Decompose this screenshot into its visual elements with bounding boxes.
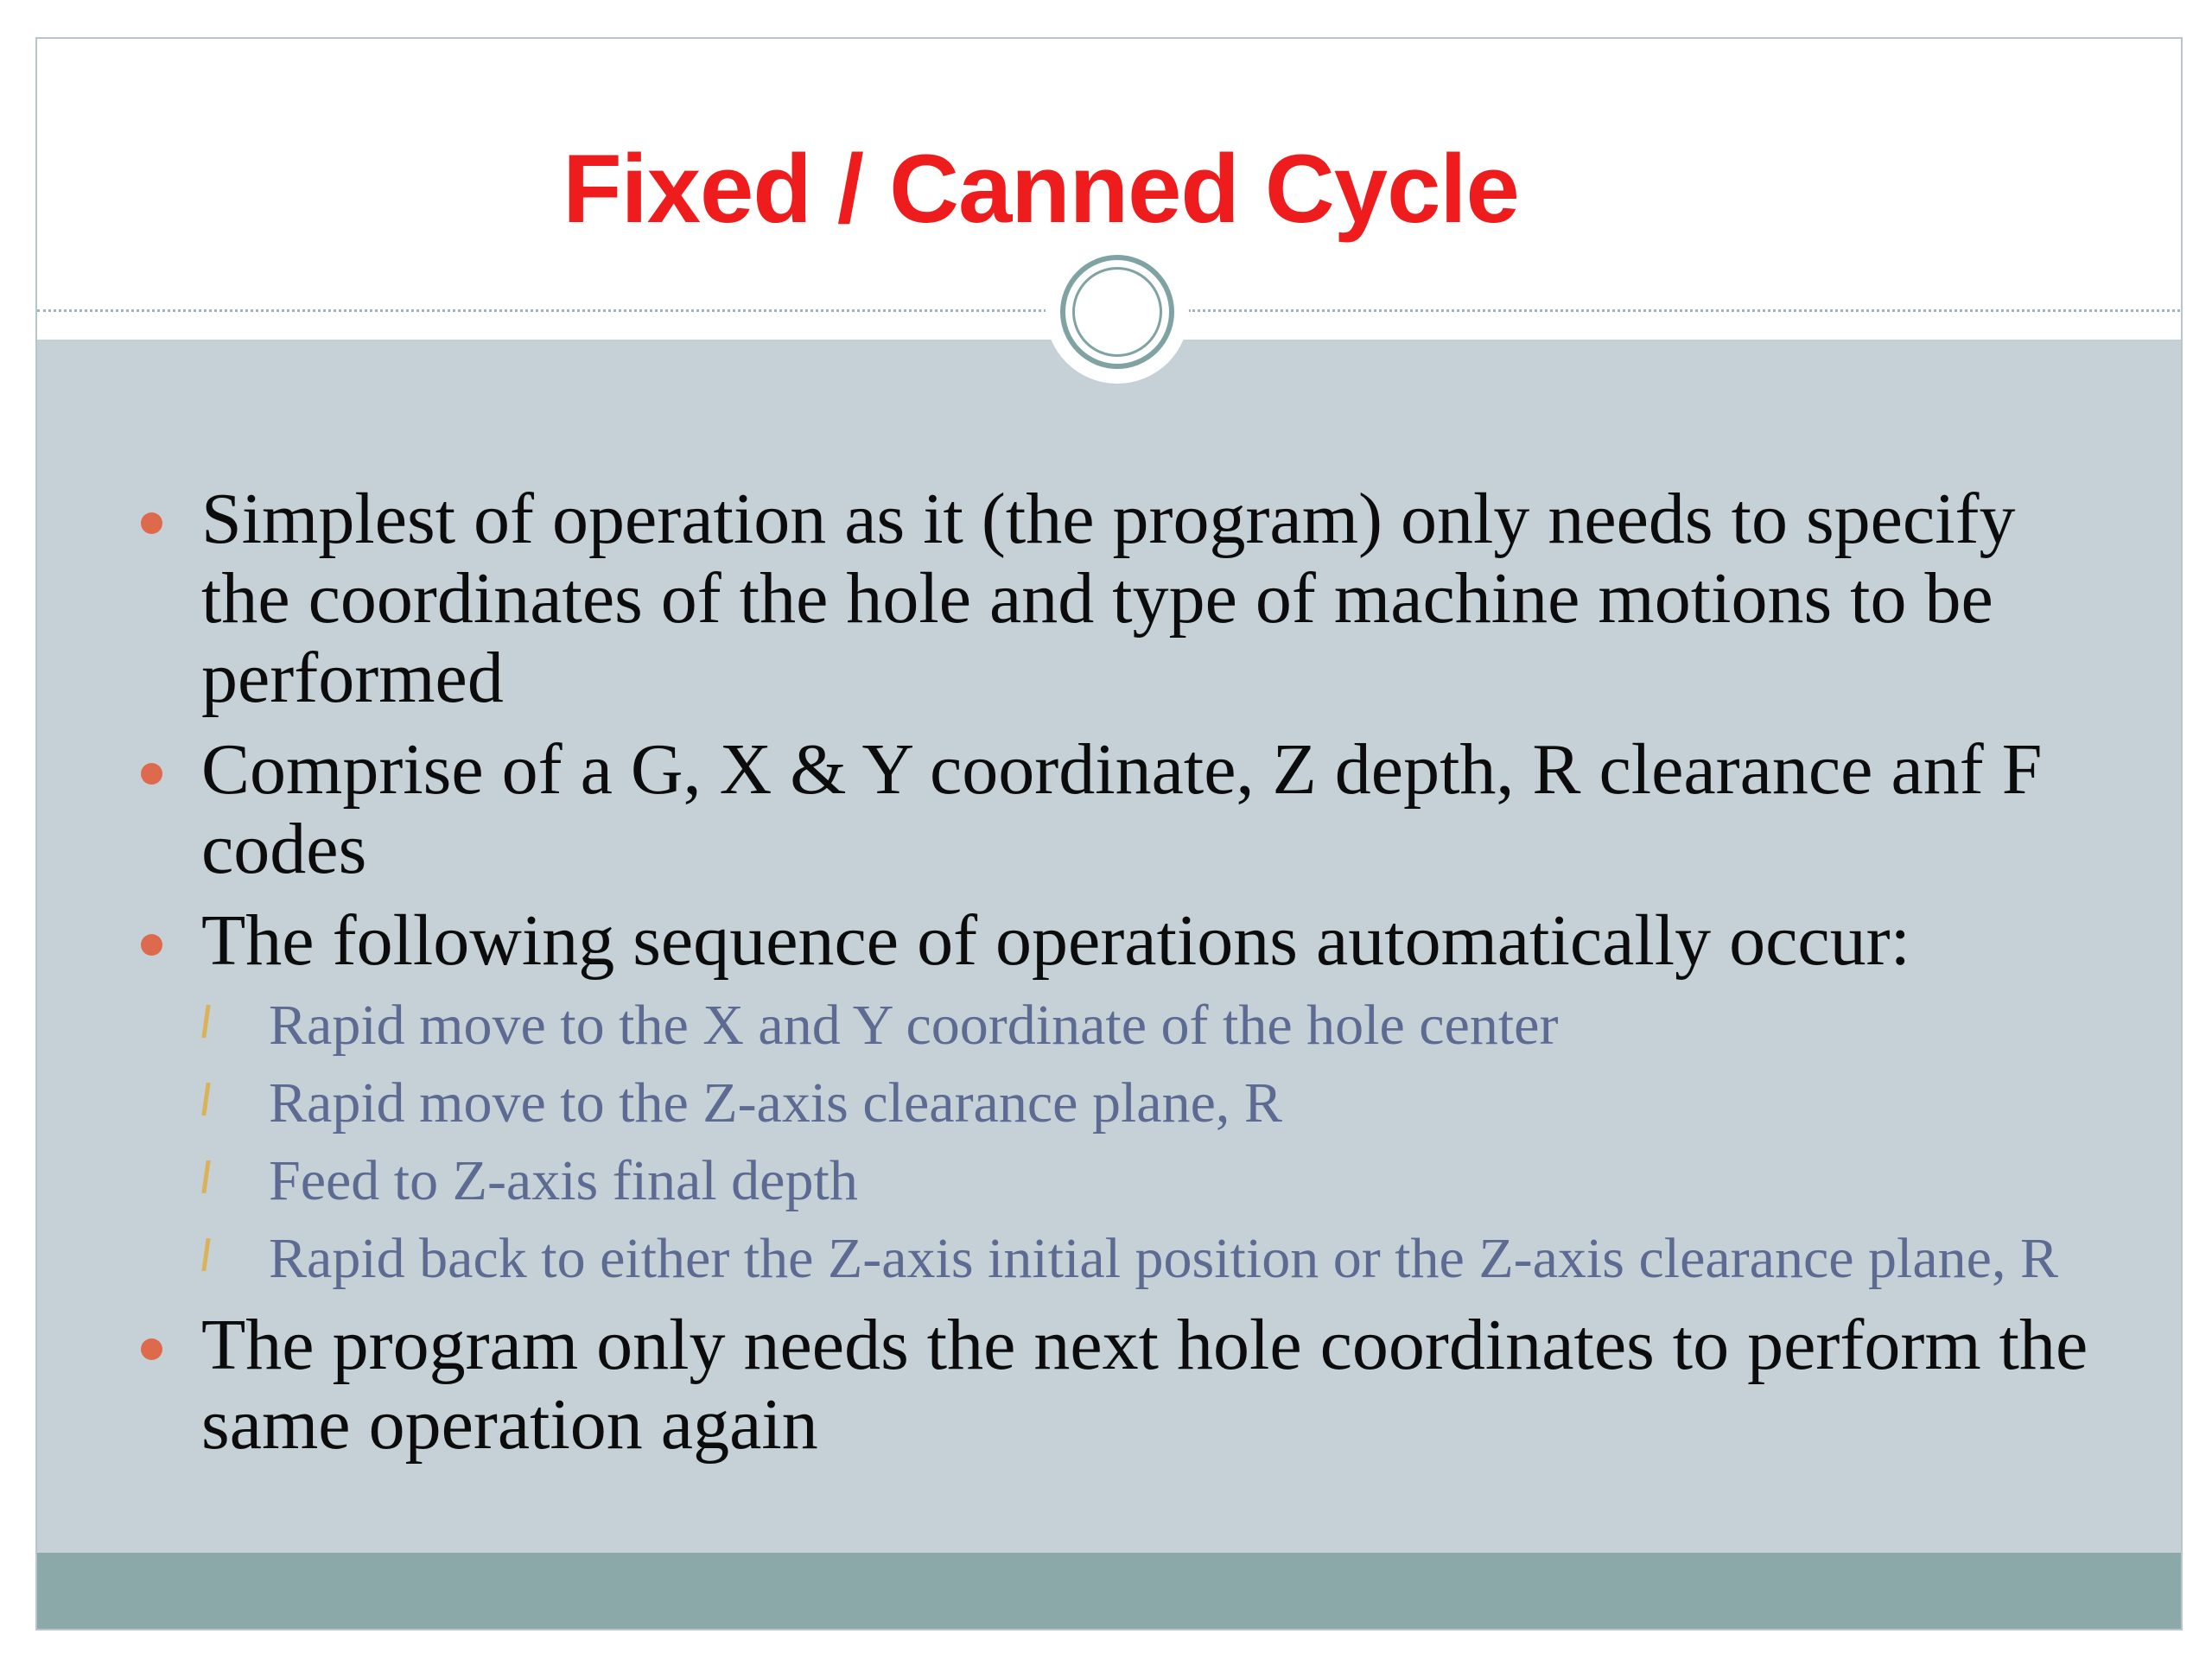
bullet-dot-icon	[141, 763, 162, 785]
bullet-list	[37, 480, 2183, 981]
slide-content	[37, 480, 2183, 1477]
sub-bullet-mark-icon	[201, 1238, 210, 1271]
bullet-item	[37, 730, 2183, 889]
slide-title: Fixed / Canned Cycle	[563, 135, 1519, 243]
title-divider-left	[37, 309, 1046, 312]
bullet-dot-icon	[141, 934, 162, 956]
sub-bullet-item	[37, 1148, 2183, 1214]
sub-bullet-text: Rapid move to the X and Y coordinate of the hole center	[269, 994, 1559, 1057]
slide	[35, 37, 2183, 1630]
bullet-text: The following sequence of operations automatically occur:	[201, 900, 1910, 981]
sub-bullet-mark-icon	[201, 1005, 210, 1038]
bullet-dot-icon	[141, 512, 162, 534]
bullet-text: Simplest of operation as it (the program) only needs to specify the coordinates of the hole and type of machine motions to be performed	[201, 479, 2016, 718]
sub-bullet-text: Rapid back to either the Z-axis initial position or the Z-axis clearance plane, R	[269, 1227, 2058, 1290]
bullet-text: The program only needs the next hole coordinates to perform the same operation again	[201, 1305, 2088, 1465]
bullet-item	[37, 901, 2183, 981]
bullet-item	[37, 480, 2183, 718]
bullet-text: Comprise of a G, X & Y coordinate, Z depth, R clearance anf F codes	[201, 729, 2043, 889]
bottom-accent-band	[37, 1553, 2181, 1630]
bullet-list-continued	[37, 1306, 2183, 1465]
sub-bullet-item	[37, 1226, 2183, 1292]
sub-bullet-text: Feed to Z-axis final depth	[269, 1149, 858, 1212]
sub-bullet-list	[37, 993, 2183, 1292]
sub-bullet-text: Rapid move to the Z-axis clearance plane, R	[269, 1071, 1282, 1135]
sub-bullet-item	[37, 993, 2183, 1058]
bullet-item	[37, 1306, 2183, 1465]
sub-bullet-mark-icon	[201, 1160, 210, 1193]
sub-bullet-item	[37, 1071, 2183, 1136]
title-divider-right	[1188, 309, 2183, 312]
bullet-dot-icon	[141, 1338, 162, 1360]
divider-inner-ring-icon	[1072, 267, 1162, 357]
sub-bullet-mark-icon	[201, 1083, 210, 1116]
